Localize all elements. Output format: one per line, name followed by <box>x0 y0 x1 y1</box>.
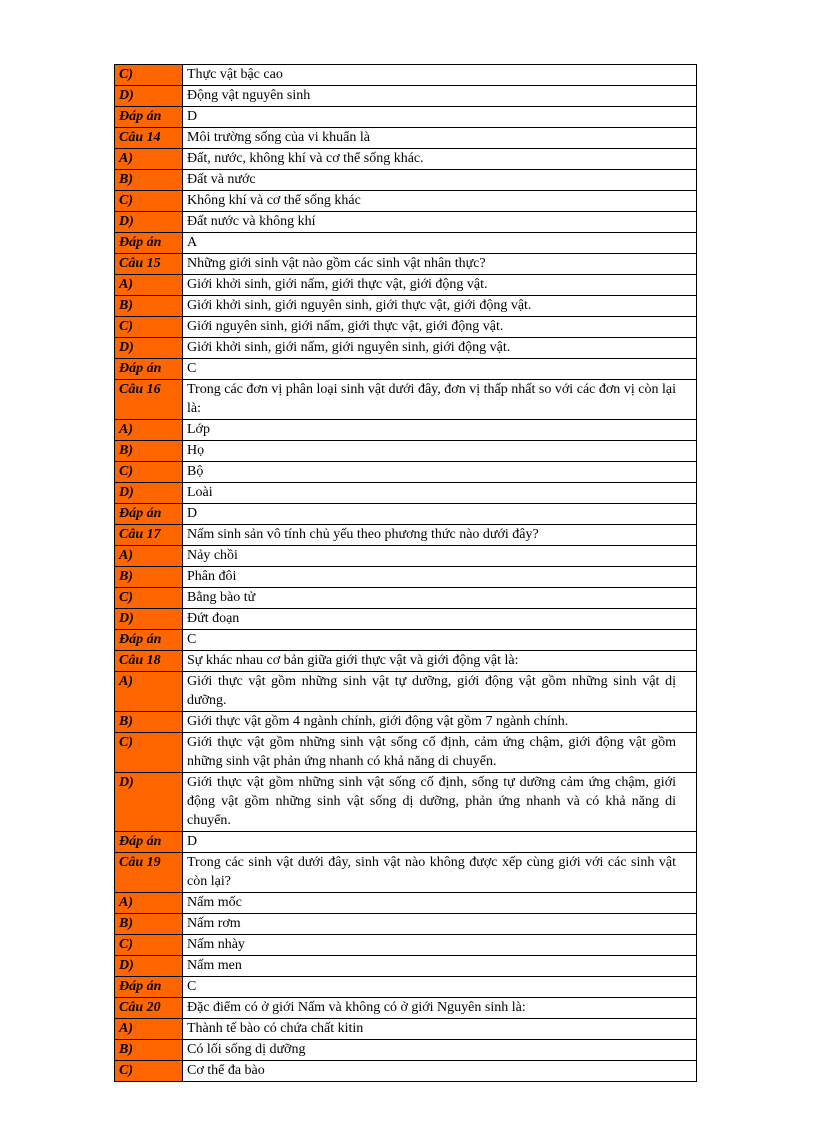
answer-text: D <box>183 107 697 128</box>
option-row <box>115 1019 697 1040</box>
option-row <box>115 914 697 935</box>
option-row <box>115 893 697 914</box>
option-text: Bộ <box>183 462 697 483</box>
option-row <box>115 191 697 212</box>
option-label: D) <box>115 483 183 504</box>
question-row <box>115 128 697 149</box>
option-text: Nấm mốc <box>183 893 697 914</box>
quiz-table <box>114 64 697 1082</box>
answer-label: Đáp án <box>115 977 183 998</box>
option-label: C) <box>115 935 183 956</box>
option-row <box>115 1061 697 1082</box>
question-row <box>115 651 697 672</box>
option-row <box>115 149 697 170</box>
option-label: D) <box>115 212 183 233</box>
option-row <box>115 338 697 359</box>
option-label: C) <box>115 588 183 609</box>
option-text: Nấm rơm <box>183 914 697 935</box>
option-label: C) <box>115 317 183 338</box>
option-text: Đất nước và không khí <box>183 212 697 233</box>
option-label: A) <box>115 420 183 441</box>
option-row <box>115 588 697 609</box>
quiz-table-body <box>115 65 697 1082</box>
option-text: Phân đôi <box>183 567 697 588</box>
option-row <box>115 483 697 504</box>
option-text: Giới thực vật gồm những sinh vật tự dưỡng, giới động vật gồm những sinh vật dị dưỡng. <box>183 672 697 712</box>
question-text: Môi trường sống của vi khuẩn là <box>183 128 697 149</box>
question-label: Câu 17 <box>115 525 183 546</box>
answer-label: Đáp án <box>115 107 183 128</box>
option-text: Đất và nước <box>183 170 697 191</box>
question-label: Câu 19 <box>115 853 183 893</box>
question-text: Trong các sinh vật dưới đây, sinh vật nào không được xếp cùng giới với các sinh vật còn lại? <box>183 853 697 893</box>
question-row <box>115 998 697 1019</box>
option-text: Nảy chồi <box>183 546 697 567</box>
option-row <box>115 672 697 712</box>
option-label: C) <box>115 1061 183 1082</box>
option-text: Giới khởi sinh, giới nấm, giới thực vật, giới động vật. <box>183 275 697 296</box>
answer-text: A <box>183 233 697 254</box>
option-text: Đất, nước, không khí và cơ thể sống khác. <box>183 149 697 170</box>
option-text: Động vật nguyên sinh <box>183 86 697 107</box>
option-text: Lớp <box>183 420 697 441</box>
option-row <box>115 441 697 462</box>
answer-text: C <box>183 630 697 651</box>
option-label: C) <box>115 462 183 483</box>
answer-row <box>115 630 697 651</box>
answer-label: Đáp án <box>115 832 183 853</box>
question-row <box>115 380 697 420</box>
question-text: Những giới sinh vật nào gồm các sinh vật nhân thực? <box>183 254 697 275</box>
answer-label: Đáp án <box>115 233 183 254</box>
option-text: Giới thực vật gồm những sinh vật sống cố định, cảm ứng chậm, giới động vật gồm những sinh vật phản ứng nhanh có khả năng di chuyển. <box>183 733 697 773</box>
option-label: A) <box>115 546 183 567</box>
option-text: Thành tế bào có chứa chất kitin <box>183 1019 697 1040</box>
option-label: B) <box>115 712 183 733</box>
answer-label: Đáp án <box>115 359 183 380</box>
option-row <box>115 1040 697 1061</box>
answer-text: C <box>183 359 697 380</box>
option-text: Giới thực vật gồm 4 ngành chính, giới động vật gồm 7 ngành chính. <box>183 712 697 733</box>
option-row <box>115 275 697 296</box>
option-label: B) <box>115 914 183 935</box>
question-row <box>115 525 697 546</box>
option-label: A) <box>115 149 183 170</box>
answer-row <box>115 504 697 525</box>
option-label: D) <box>115 956 183 977</box>
option-row <box>115 86 697 107</box>
question-label: Câu 16 <box>115 380 183 420</box>
question-label: Câu 20 <box>115 998 183 1019</box>
answer-label: Đáp án <box>115 504 183 525</box>
option-row <box>115 773 697 832</box>
option-label: D) <box>115 338 183 359</box>
option-label: A) <box>115 1019 183 1040</box>
option-text: Giới khởi sinh, giới nguyên sinh, giới thực vật, giới động vật. <box>183 296 697 317</box>
option-row <box>115 546 697 567</box>
option-text: Họ <box>183 441 697 462</box>
option-label: B) <box>115 441 183 462</box>
option-text: Không khí và cơ thể sống khác <box>183 191 697 212</box>
option-row <box>115 733 697 773</box>
option-text: Thực vật bậc cao <box>183 65 697 86</box>
option-text: Bằng bào tử <box>183 588 697 609</box>
option-text: Đứt đoạn <box>183 609 697 630</box>
option-label: B) <box>115 170 183 191</box>
option-label: A) <box>115 275 183 296</box>
option-label: C) <box>115 191 183 212</box>
question-row <box>115 853 697 893</box>
option-row <box>115 212 697 233</box>
option-row <box>115 567 697 588</box>
answer-text: D <box>183 832 697 853</box>
option-row <box>115 317 697 338</box>
option-text: Giới thực vật gồm những sinh vật sống cố định, sống tự dưỡng cảm ứng chậm, giới động vật gồm những sinh vật sống dị dưỡng, phản ứng nhanh và có khả năng di chuyển. <box>183 773 697 832</box>
question-label: Câu 15 <box>115 254 183 275</box>
option-label: A) <box>115 672 183 712</box>
option-label: C) <box>115 65 183 86</box>
option-label: B) <box>115 296 183 317</box>
option-text: Giới khởi sinh, giới nấm, giới nguyên sinh, giới động vật. <box>183 338 697 359</box>
question-text: Đặc điểm có ở giới Nấm và không có ở giới Nguyên sinh là: <box>183 998 697 1019</box>
option-row <box>115 956 697 977</box>
answer-text: C <box>183 977 697 998</box>
answer-row <box>115 233 697 254</box>
option-row <box>115 712 697 733</box>
answer-row <box>115 832 697 853</box>
option-label: D) <box>115 609 183 630</box>
question-row <box>115 254 697 275</box>
option-row <box>115 170 697 191</box>
answer-row <box>115 977 697 998</box>
option-text: Nấm men <box>183 956 697 977</box>
option-row <box>115 935 697 956</box>
option-row <box>115 420 697 441</box>
option-label: C) <box>115 733 183 773</box>
option-label: A) <box>115 893 183 914</box>
option-label: B) <box>115 567 183 588</box>
question-label: Câu 14 <box>115 128 183 149</box>
option-label: D) <box>115 773 183 832</box>
answer-label: Đáp án <box>115 630 183 651</box>
question-label: Câu 18 <box>115 651 183 672</box>
answer-row <box>115 107 697 128</box>
option-text: Nấm nhày <box>183 935 697 956</box>
option-row <box>115 296 697 317</box>
question-text: Trong các đơn vị phân loại sinh vật dưới đây, đơn vị thấp nhất so với các đơn vị còn lại là: <box>183 380 697 420</box>
option-row <box>115 65 697 86</box>
option-label: D) <box>115 86 183 107</box>
option-row <box>115 609 697 630</box>
question-text: Nấm sinh sản vô tính chủ yếu theo phương thức nào dưới đây? <box>183 525 697 546</box>
option-text: Cơ thể đa bào <box>183 1061 697 1082</box>
option-text: Có lối sống dị dưỡng <box>183 1040 697 1061</box>
option-text: Giới nguyên sinh, giới nấm, giới thực vật, giới động vật. <box>183 317 697 338</box>
option-text: Loài <box>183 483 697 504</box>
question-text: Sự khác nhau cơ bản giữa giới thực vật và giới động vật là: <box>183 651 697 672</box>
answer-row <box>115 359 697 380</box>
option-label: B) <box>115 1040 183 1061</box>
answer-text: D <box>183 504 697 525</box>
option-row <box>115 462 697 483</box>
